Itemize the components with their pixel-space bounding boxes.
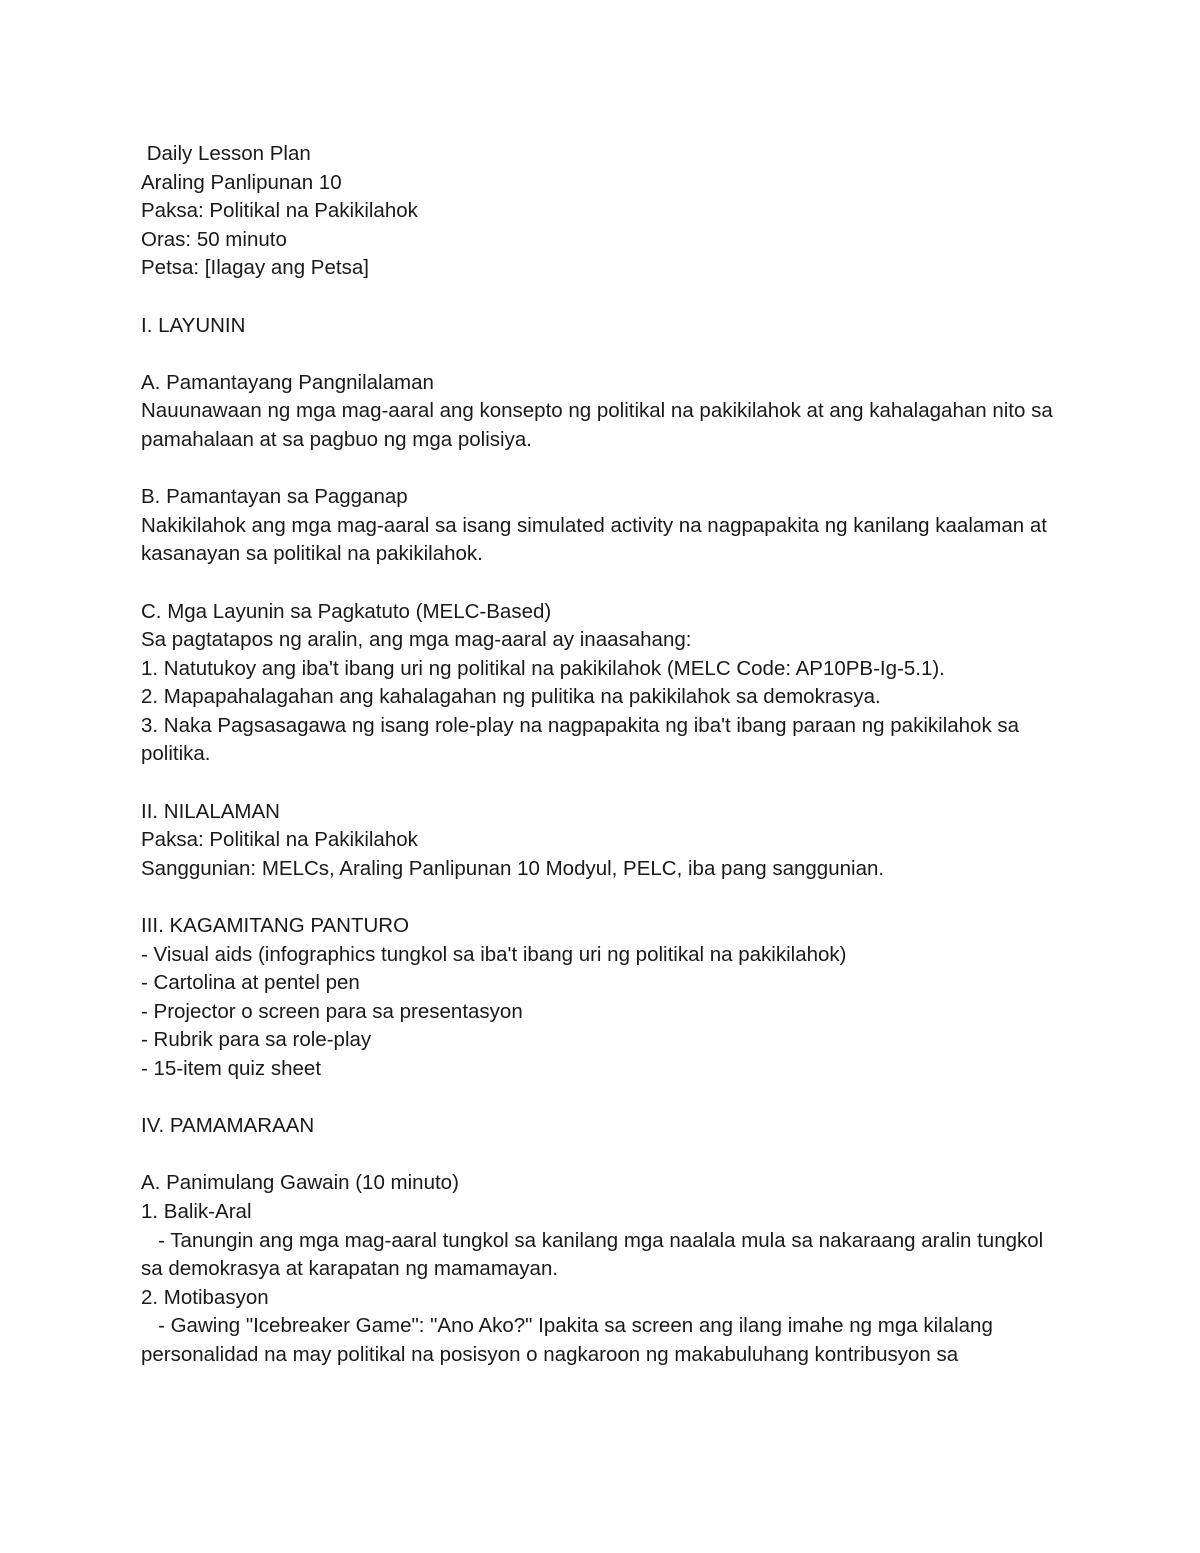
- date-line: Petsa: [Ilagay ang Petsa]: [141, 256, 369, 280]
- subsection-heading-c: C. Mga Layunin sa Pagkatuto (MELC-Based): [141, 599, 552, 623]
- objective-item: 3. Naka Pagsasagawa ng isang role-play na nagpapakita ng iba't ibang paraan ng pakikilahok sa politika.: [141, 713, 1025, 766]
- subsection-heading-a: A. Pamantayang Pangnilalaman: [141, 370, 434, 394]
- spacer: [141, 455, 1061, 484]
- time-line: Oras: 50 minuto: [141, 227, 287, 251]
- content-references: Sanggunian: MELCs, Araling Panlipunan 10 Modyul, PELC, iba pang sanggunian.: [141, 856, 885, 880]
- step-title-balik-aral: 1. Balik-Aral: [141, 1199, 252, 1223]
- material-item: - Visual aids (infographics tungkol sa iba't ibang uri ng politikal na pakikilahok): [141, 942, 847, 966]
- step-title-motibasyon: 2. Motibasyon: [141, 1285, 269, 1309]
- subsection-heading-b: B. Pamantayan sa Pagganap: [141, 485, 408, 509]
- document-body: [141, 140, 1061, 1370]
- objective-item: 1. Natutukoy ang iba't ibang uri ng politikal na pakikilahok (MELC Code: AP10PB-Ig-5.1).: [141, 656, 945, 680]
- spacer: [141, 1141, 1061, 1170]
- material-item: - Cartolina at pentel pen: [141, 971, 360, 995]
- subject-line: Araling Panlipunan 10: [141, 170, 342, 194]
- section-heading-pamamaraan: IV. PAMAMARAAN: [141, 1114, 315, 1138]
- objective-item: 2. Mapapahalagahan ang kahalagahan ng pulitika na pakikilahok sa demokrasya.: [141, 685, 881, 709]
- step-body-balik-aral: - Tanungin ang mga mag-aaral tungkol sa kanilang mga naalala mula sa nakaraang aralin tungkol sa demokrasya at karapatan ng mamamayan.: [141, 1228, 1049, 1281]
- topic-line: Paksa: Politikal na Pakikilahok: [141, 199, 418, 223]
- subsection-heading-panimula: A. Panimulang Gawain (10 minuto): [141, 1171, 459, 1195]
- spacer: [141, 769, 1061, 798]
- subsection-body-a: Nauunawaan ng mga mag-aaral ang konsepto ng politikal na pakikilahok at ang kahalagahan nito sa pamahalaan at sa pagbuo ng mga polisiya.: [141, 399, 1059, 451]
- subsection-body-b: Nakikilahok ang mga mag-aaral sa isang simulated activity na nagpapakita ng kanilang kaalaman at kasanayan sa politikal na pakikilahok.: [141, 513, 1053, 566]
- step-body-motibasyon: - Gawing "Icebreaker Game": "Ano Ako?" Ipakita sa screen ang ilang imahe ng mga kilalang personalidad na may politikal na posisyon o nagkaroon ng makabuluhang kontribusyon sa: [141, 1314, 999, 1366]
- material-item: - 15-item quiz sheet: [141, 1057, 322, 1080]
- section-heading-layunin: I. LAYUNIN: [141, 313, 246, 337]
- section-heading-kagamitan: III. KAGAMITANG PANTURO: [141, 914, 410, 938]
- content-topic: Paksa: Politikal na Pakikilahok: [141, 828, 418, 852]
- spacer: [141, 883, 1061, 912]
- material-item: - Rubrik para sa role-play: [141, 1028, 372, 1052]
- section-heading-nilalaman: II. NILALAMAN: [141, 799, 280, 823]
- spacer: [141, 283, 1061, 312]
- document-title: Daily Lesson Plan: [141, 142, 311, 165]
- material-item: - Projector o screen para sa presentasyon: [141, 999, 523, 1023]
- spacer: [141, 340, 1061, 369]
- spacer: [141, 569, 1061, 598]
- subsection-intro-c: Sa pagtatapos ng aralin, ang mga mag-aaral ay inaasahang:: [141, 628, 692, 652]
- spacer: [141, 1084, 1061, 1113]
